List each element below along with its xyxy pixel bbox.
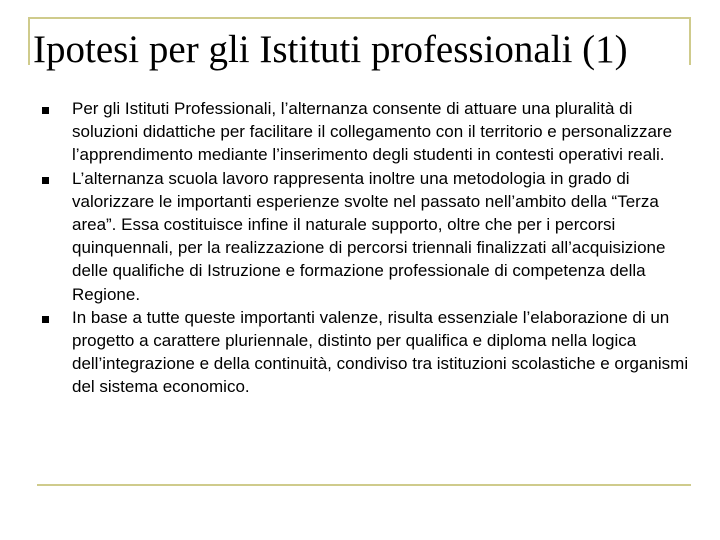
bullet-list <box>38 97 690 399</box>
title-left-rule <box>28 17 30 65</box>
bullet-item <box>38 97 690 167</box>
square-bullet-icon <box>42 177 49 184</box>
bullet-text: In base a tutte queste importanti valenze, risulta essenziale l’elaborazione di un progetto a carattere pluriennale, distinto per qualifica e diploma nella logica dell’integrazione e della continuità, condiviso tra istituzioni scolastiche e organismi del sistema economico. <box>72 307 689 397</box>
slide-title: Ipotesi per gli Istituti professionali (1) <box>33 28 628 71</box>
bullet-text: Per gli Istituti Professionali, l’alternanza consente di attuare una pluralità di soluzioni didattiche per facilitare il collegamento con il territorio e personalizzare l’apprendimento mediante l’inserimento degli studenti in contesti operativi reali. <box>72 99 673 165</box>
title-top-rule <box>28 17 691 19</box>
bullet-text: L’alternanza scuola lavoro rappresenta inoltre una metodologia in grado di valorizzare le importanti esperienze svolte nel passato nell’ambito della “Terza area”. Essa costituisce infine il naturale supporto, oltre che per i percorsi quinquennali, per la realizzazione di percorsi triennali finalizzati all’acquisizione delle qualifiche di Istruzione e formazione professionale di competenza della Regione. <box>72 168 666 304</box>
square-bullet-icon <box>42 316 49 323</box>
bullet-item <box>38 306 690 399</box>
title-right-rule <box>689 17 691 65</box>
bullet-item <box>38 167 690 306</box>
square-bullet-icon <box>42 107 49 114</box>
footer-rule <box>37 484 691 486</box>
